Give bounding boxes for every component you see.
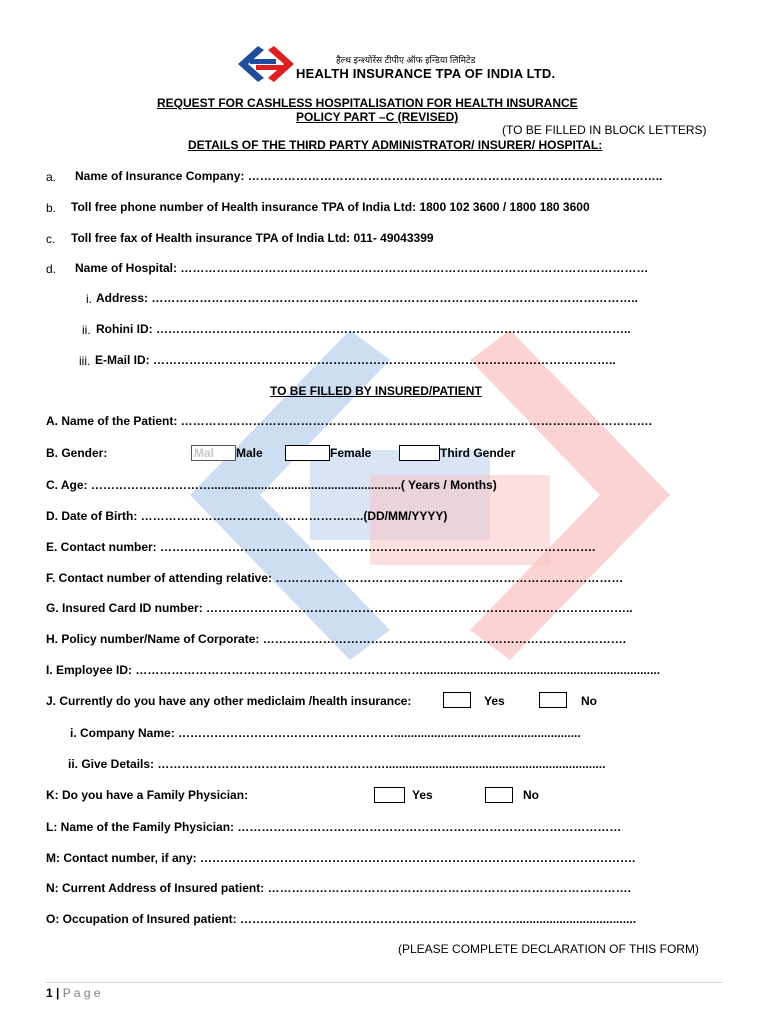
item-b-marker: b. (46, 201, 57, 215)
relative-contact-field[interactable]: F. Contact number of attending relative: …………………………………………………………………………… (46, 571, 624, 585)
gender-female-checkbox[interactable] (285, 445, 330, 461)
other-insurance-yes-label: Yes (484, 694, 505, 708)
occupation-field[interactable]: O: Occupation of Insured patient: …………………………………………………………….................................... (46, 912, 637, 926)
physician-name-field[interactable]: L: Name of the Family Physician: …………………………………………………………………………………… (46, 820, 622, 834)
employee-id-field[interactable]: I. Employee ID: ………………………………………………………………....................................................................... (46, 663, 661, 677)
item-d-i-marker: i. (86, 292, 92, 306)
item-a-marker: a. (46, 170, 57, 184)
other-insurance-yes-checkbox[interactable] (443, 692, 471, 708)
gender-third-label: Third Gender (440, 446, 516, 460)
insured-card-id-field[interactable]: G. Insured Card ID number: …………………………………………………………………………………………….. (46, 601, 633, 615)
hospital-address-field[interactable]: Address: ………………………………………………………………………………………………………….. (96, 291, 639, 305)
insurance-company-field[interactable]: Name of Insurance Company: ………………………………………………………………………………………….. (75, 169, 663, 183)
family-physician-no-label: No (523, 788, 539, 802)
other-insurance-label: J. Currently do you have any other mediclaim /health insurance: (46, 694, 412, 708)
rohini-id-field[interactable]: Rohini ID: ……………………………………………………………………………………………………….. (96, 322, 631, 336)
page-footer (46, 986, 101, 1000)
family-physician-yes-label: Yes (412, 788, 433, 802)
gender-male-box-text: Mal (194, 446, 215, 460)
gender-male-checkbox[interactable] (191, 445, 236, 461)
toll-free-fax-text: Toll free fax of Health insurance TPA of India Ltd: 011- 49043399 (71, 231, 434, 245)
declaration-note: (PLEASE COMPLETE DECLARATION OF THIS FORM) (398, 942, 699, 956)
other-insurance-no-label: No (581, 694, 597, 708)
item-d-ii-marker: ii. (82, 323, 91, 337)
section1-heading: DETAILS OF THE THIRD PARTY ADMINISTRATOR/ INSURER/ HOSPITAL: (188, 138, 603, 152)
dob-field[interactable]: D. Date of Birth: ………………………………………………..(DD/MM/YYYY) (46, 509, 448, 523)
gender-female-label: Female (330, 446, 372, 460)
hitpa-logo-icon (236, 44, 296, 84)
page-word: P a g e (62, 986, 101, 1000)
toll-free-phone-text: Toll free phone number of Health insurance TPA of India Ltd: 1800 102 3600 / 1800 180 3600 (71, 200, 590, 214)
org-name: HEALTH INSURANCE TPA OF INDIA LTD. (296, 66, 556, 81)
policy-number-field[interactable]: H. Policy number/Name of Corporate: ………………………………………………………………………………. (46, 632, 627, 646)
gender-male-label: Male (236, 446, 263, 460)
email-id-field[interactable]: E-Mail ID: …………………………………………………………………………………………………….. (95, 353, 616, 367)
family-physician-no-checkbox[interactable] (485, 787, 513, 803)
item-d-iii-marker: iii. (79, 354, 91, 368)
org-name-hindi: हैल्थ इन्श्योरेंस टीपीए ऑफ इन्डिया लिमिटेड (336, 55, 476, 65)
give-details-field[interactable]: ii. Give Details: ………………………………………………….................................................................. (68, 757, 606, 771)
gender-label: B. Gender: (46, 446, 108, 460)
section2-heading: TO BE FILLED BY INSURED/PATIENT (270, 384, 482, 398)
item-c-marker: c. (46, 232, 56, 246)
physician-contact-field[interactable]: M: Contact number, if any: ………………………………………………………………………………………………. (46, 851, 636, 865)
patient-name-field[interactable]: A. Name of the Patient: ………………………………………………………………………………………………………. (46, 414, 653, 428)
footer-divider (45, 982, 723, 983)
company-name-field[interactable]: i. Company Name: ………………………………………………........................................................ (70, 726, 581, 740)
gender-third-checkbox[interactable] (399, 445, 440, 461)
family-physician-yes-checkbox[interactable] (374, 787, 405, 803)
form-title-line1: REQUEST FOR CASHLESS HOSPITALISATION FOR HEALTH INSURANCE (157, 96, 578, 110)
item-d-marker: d. (46, 262, 57, 276)
hospital-name-field[interactable]: Name of Hospital: ……………………………………………………………………………………………………… (75, 261, 649, 275)
block-letters-note: (TO BE FILLED IN BLOCK LETTERS) (502, 123, 707, 137)
age-field[interactable]: C. Age: ………………………….........................................................( Years / Months) (46, 478, 497, 492)
family-physician-label: K: Do you have a Family Physician: (46, 788, 249, 802)
page-separator: | (56, 986, 60, 1000)
page-number: 1 (46, 986, 53, 1000)
form-title-line2: POLICY PART –C (REVISED) (296, 110, 459, 124)
contact-number-field[interactable]: E. Contact number: ………………………………………………………………………………………………. (46, 540, 596, 554)
current-address-field[interactable]: N: Current Address of Insured patient: ………………………………………………………………………………. (46, 881, 631, 895)
other-insurance-no-checkbox[interactable] (539, 692, 567, 708)
